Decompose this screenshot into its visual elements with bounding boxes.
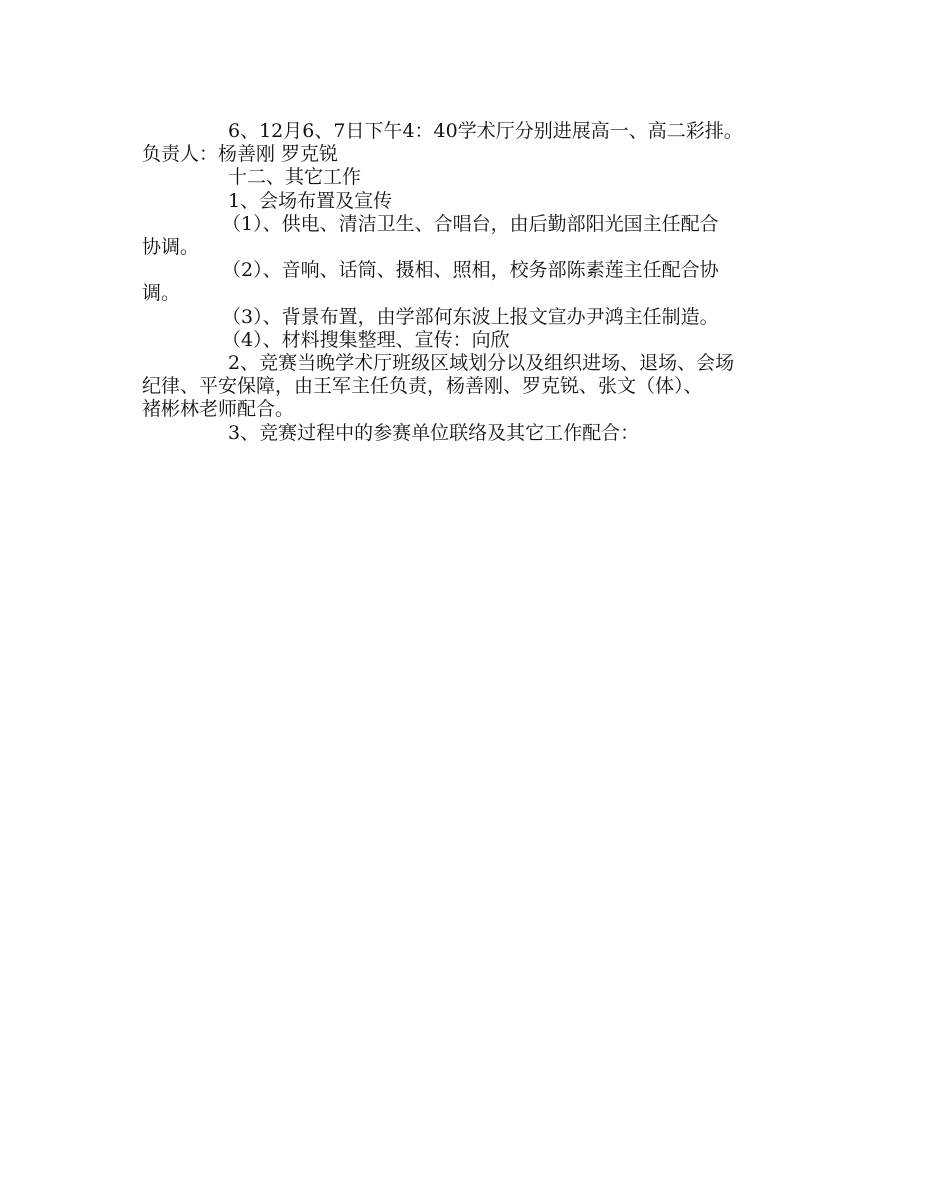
section-heading-other-work: 十二、其它工作 (228, 166, 362, 189)
item-1-line-1: （1）、供电、清洁卫生、合唱台，由后勤部阳光国主任配合 (222, 212, 719, 235)
subsection-2-line-1: 2、竞赛当晚学术厅班级区域划分以及组织进场、退场、会场 (228, 352, 735, 375)
item-1-line-2: 协调。 (142, 236, 200, 259)
subsection-2-line-2: 纪律、平安保障，由王军主任负责，杨善刚、罗克锐、张文（体）、 (142, 375, 703, 398)
subsection-2-line-3: 褚彬林老师配合。 (142, 398, 295, 421)
subsection-3-line-1: 3、竞赛过程中的参赛单位联络及其它工作配合： (228, 421, 640, 444)
item-4-line-1: （4）、材料搜集整理、宣传：向欣 (222, 328, 510, 351)
paragraph-item-6-line-1: 6、12月6、7日下午4：40学术厅分别进展高一、高二彩排。 (228, 120, 743, 142)
item-2-line-2: 调。 (142, 282, 181, 305)
item-3-line-1: （3）、背景布置，由学部何东波上报文宣办尹鸿主任制造。 (222, 305, 719, 328)
paragraph-item-6-line-2: 负责人：杨善刚 罗克锐 (142, 143, 339, 166)
subsection-venue-setup: 1、会场布置及宣传 (228, 189, 393, 212)
item-2-line-1: （2）、音响、话筒、摄相、照相，校务部陈素莲主任配合协 (222, 259, 719, 282)
document-body (142, 120, 832, 445)
